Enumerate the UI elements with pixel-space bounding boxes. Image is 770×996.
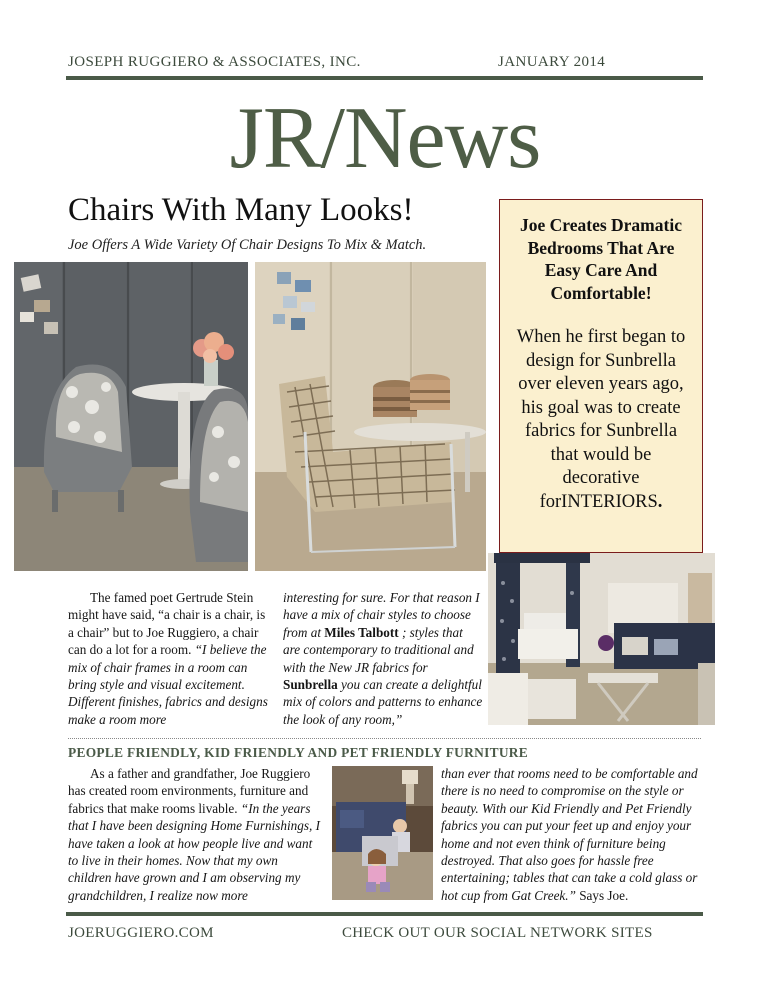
brand-miles-talbott: Miles Talbott <box>324 624 399 640</box>
article-subhead: Joe Offers A Wide Variety Of Chair Designs To Mix & Match. <box>68 237 427 253</box>
sidebar-body-text: When he first began to design for Sunbrella over eleven years ago, his goal was to create fabrics for Sunbrella that would be decorative forINTERIORS <box>516 327 686 512</box>
sidebar-body <box>512 326 690 514</box>
section-divider <box>68 738 701 739</box>
article2-col2-quote: than ever that rooms need to be comfortable and there is no need to compromise on the style or beauty. With our Kid Friendly and Pet Friendly fabrics you can put your feet up and enjoy your home and not even think of furniture being destroyed. That also goes for hassle free entertaining; tables that can take a cold glass or hot cup from Gat Creek.” <box>441 766 698 903</box>
photo-child-on-sofa <box>332 766 433 900</box>
photo-canopy-bedroom <box>488 553 715 725</box>
article1-col2-text-a: interesting for sure. For that reason I have a mix of chair styles to choose from at <box>283 590 480 640</box>
article1-col1-text: The famed poet Gertrude Stein might have said, “a chair is a chair, is a chair” but to Joe Ruggiero, a chair can do a lot for a room. <box>68 590 266 658</box>
company-name: JOSEPH RUGGIERO & ASSOCIATES, INC. <box>68 54 361 70</box>
footer-rule <box>66 912 703 916</box>
sidebar-title: Joe Creates Dramatic Bedrooms That Are Easy Care And Comfortable! <box>520 215 682 303</box>
article1-col2-text-c: you can create a delightful mix of colors and patterns to enhance the look of any room,” <box>283 677 483 727</box>
issue-date: JANUARY 2014 <box>498 54 606 70</box>
article1-col1-quote: “I believe the mix of chair frames in a room can bring style and visual excitement. Different finishes, fabrics and designs make a room more <box>68 642 268 727</box>
article-headline: Chairs With Many Looks! <box>68 192 414 228</box>
section-heading: PEOPLE FRIENDLY, KID FRIENDLY AND PET FRIENDLY FURNITURE <box>68 745 529 760</box>
masthead-title: JR/News <box>229 90 541 187</box>
article2-col2-attribution: Says Joe. <box>575 887 629 903</box>
article2-col1-text: As a father and grandfather, Joe Ruggiero has created room environments, furniture and fabrics that make rooms livable. <box>68 766 311 816</box>
photo-check-armchair-room <box>255 262 486 571</box>
brand-sunbrella: Sunbrella <box>283 677 338 693</box>
sidebar-body-period: . <box>657 491 663 512</box>
sidebar-callout <box>499 199 703 553</box>
article1-column2 <box>283 589 483 728</box>
article2-column2 <box>441 765 706 904</box>
social-network-link[interactable]: CHECK OUT OUR SOCIAL NETWORK SITES <box>342 925 653 941</box>
article1-column1 <box>68 589 273 728</box>
photo-floral-chair-room <box>14 262 248 571</box>
header-rule <box>66 76 703 80</box>
article1-col2-text-b: ; styles that are contemporary to traditional and with the New JR fabrics for <box>283 624 474 675</box>
website-link[interactable]: JOERUGGIERO.COM <box>68 925 214 941</box>
article2-col1-quote: “In the years that I have been designing Home Furnishings, I have taken a look at how people live and want to live in their homes. Now that my own children have grown and I am observing my grandchildren, I realize now more <box>68 800 320 903</box>
article2-column1 <box>68 765 323 904</box>
